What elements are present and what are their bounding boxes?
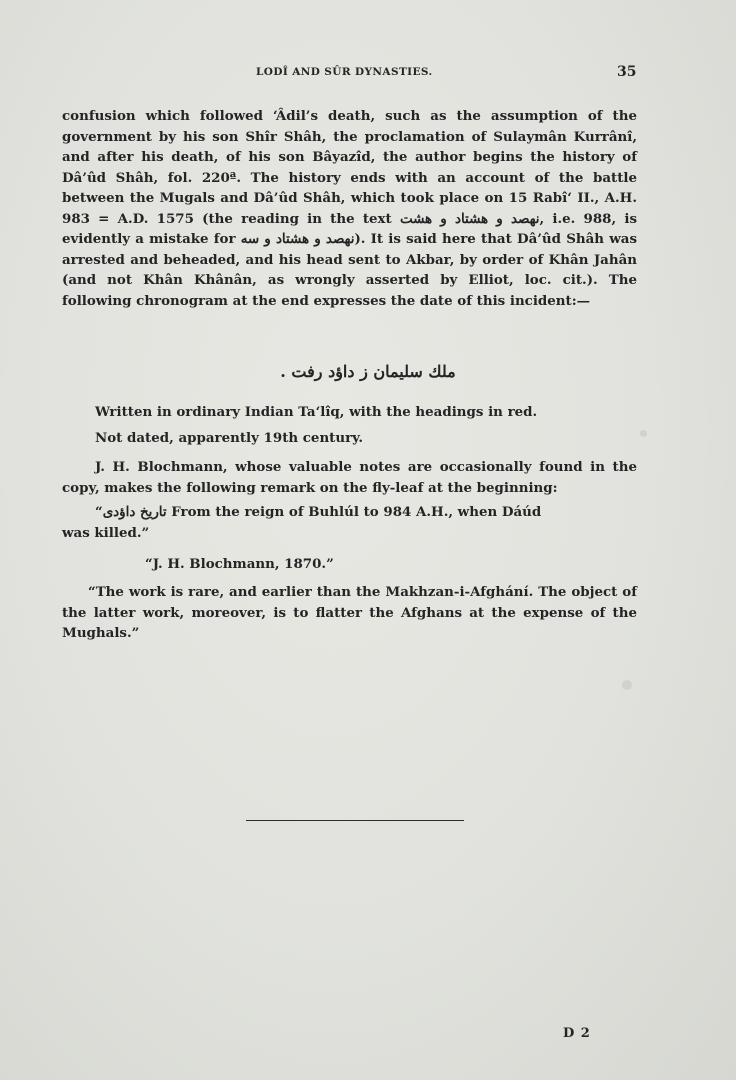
blochmann-note: J. H. Blochmann, whose valuable notes are occasionally found in the copy, makes the following remark on the fly-leaf at the beginning:: [62, 459, 637, 496]
printer-signature-mark: D 2: [563, 1026, 591, 1041]
page-number: 35: [617, 64, 637, 80]
paper-spot: [640, 430, 647, 437]
chronogram: ملك سليمان ز داؤد رفت .: [280, 362, 456, 381]
section-divider: [246, 820, 464, 821]
quote-line: was killed.”: [62, 524, 150, 541]
running-header: [0, 66, 736, 86]
blochmann-signature: “J. H. Blochmann, 1870.”: [145, 556, 334, 572]
paper-spot: [622, 680, 632, 690]
quote-line: “تاريخ داؤدى From the reign of Buhlúl to 984 A.H., when Dáúd: [95, 504, 542, 520]
paragraph-history: confusion which followed ‘Âdil’s death, such as the assumption of the government by his son Shîr Shâh, the proclamation of Sulaymân Kurrânî, and after his death, of his son Bâyazîd, the author begins the history of Dâ’ûd Shâh, fol. 220ª. The history ends with an account of the battle between the Mugals and Dâ’ûd Shâh, which took place on 15 Rabîʻ II., A.H. 983 = A.D. 1575 (the reading in the text نهصد و هشتاد و هشت, i.e. 988, is evidently a mistake for نهصد و هشتاد و سه). It is said here that Dâ’ûd Shâh was arrested and beheaded, and his head sent to Akbar, by order of Khân Jahân (and not Khân Khânân, as wrongly asserted by Elliot, loc. cit.). The following chronogram at the end expresses the date of this incident:—: [62, 108, 637, 309]
script-description: Written in ordinary Indian Ta‘lîq, with the headings in red.: [95, 404, 538, 420]
date-note: Not dated, apparently 19th century.: [95, 430, 364, 446]
blochmann-quote: [62, 502, 637, 543]
running-title: LODÎ AND SÛR DYNASTIES.: [256, 66, 433, 78]
rarity-note: “The work is rare, and earlier than the Makhzan-i-Afghání. The object of the latter work, moreover, is to flatter the Afghans at the expense of the Mughals.”: [62, 584, 637, 641]
